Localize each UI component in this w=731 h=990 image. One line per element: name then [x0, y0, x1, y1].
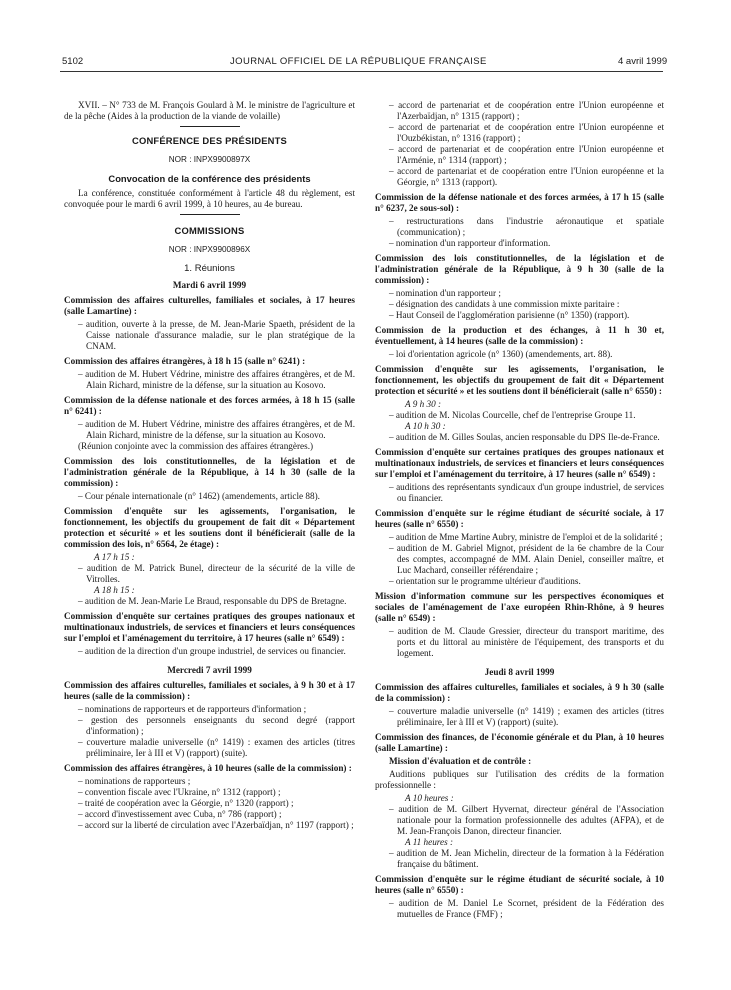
entry-heading: Commission des affaires culturelles, familiales et sociales, à 9 h 30 (salle de la commission) :	[375, 682, 664, 703]
agenda-item: – accord sur la liberté de circulation avec l'Azerbaïdjan, n° 1197 (rapport) ;	[78, 820, 354, 830]
agenda-item: – accord d'investissement avec Cuba, n° 786 (rapport) ;	[78, 809, 282, 819]
entry-heading: Commission des finances, de l'économie générale et du Plan, à 10 heures (salle Lamartine) :	[375, 732, 664, 753]
agenda-item: – auditions des représentants syndicaux d'un groupe industriel, de services ou financier.	[389, 482, 664, 503]
agenda-entry	[64, 506, 355, 607]
entry-heading: Commission de la défense nationale et des forces armées, à 17 h 15 (salle n° 6237, 2e sous-sol) :	[375, 192, 664, 213]
agenda-item: – nomination d'un rapporteur d'information.	[389, 238, 551, 248]
agenda-item: – audition de M. Jean-Marie Le Braud, responsable du DPS de Bretagne.	[78, 596, 347, 606]
agenda-entry	[375, 325, 664, 360]
time-slot: A 17 h 15 :	[94, 552, 135, 562]
entry-heading: Commission d'enquête sur certaines pratiques des groupes nationaux et multinationaux industriels, de services et financiers et leurs conséquences sur l'emploi et l'aménagement du territoire, à 17 heures (salle n° 6549) :	[375, 447, 664, 479]
entry-heading: Commission de la défense nationale et des forces armées, à 18 h 15 (salle n° 6241) :	[64, 395, 355, 416]
separator	[180, 126, 240, 127]
time-slot: A 18 h 15 :	[94, 585, 135, 595]
entry-heading: Commission de la production et des échanges, à 11 h 30 et, éventuellement, à 14 heures (salle de la commission) :	[375, 325, 664, 346]
agenda-entry	[64, 680, 355, 759]
agenda-item: – couverture maladie universelle (n° 1419) : examen des articles (titres préliminaire, Ier à III et V) (rapport) (suite).	[78, 737, 355, 758]
right-column	[375, 100, 664, 924]
entry-heading: Commission d'enquête sur le régime étudiant de sécurité sociale, à 10 heures (salle n° 6550) :	[375, 874, 664, 895]
agenda-item: – audition de M. Gilles Soulas, ancien responsable du DPS Ile-de-France.	[389, 432, 660, 442]
agenda-item: – audition de M. Daniel Le Scornet, président de la Fédération des mutuelles de France (FMF) ;	[389, 898, 664, 919]
agenda-item: – accord de partenariat et de coopération entre l'Union européenne et l'Azerbaïdjan, n° 1315 (rapport) ;	[389, 100, 664, 121]
entry-heading: Commission d'enquête sur les agissements, l'organisation, le fonctionnement, les objectifs du groupement de fait dit « Département protection et sécurité » et les soutiens dont il bénéficierait (salle de la commission des lois, n° 6564, 2e étage) :	[64, 506, 355, 549]
agenda-item: – accord de partenariat et de coopération entre l'Union européenne et l'Ouzbékistan, n° 1316 (rapport) ;	[389, 122, 664, 143]
time-slot: A 10 h 30 :	[405, 421, 446, 431]
conference-title: CONFÉRENCE DES PRÉSIDENTS	[131, 135, 288, 146]
agenda-entry	[64, 356, 355, 391]
page-number: 5102	[62, 56, 84, 67]
agenda-item: – audition de M. Nicolas Courcelle, chef de l'entreprise Groupe 11.	[389, 410, 636, 420]
agenda-entry	[375, 253, 664, 321]
time-slot: A 11 heures :	[405, 837, 454, 847]
agenda-entry	[375, 682, 664, 728]
agenda-entry	[375, 874, 664, 920]
day-heading: Mercredi 7 avril 1999	[167, 665, 252, 675]
agenda-item: – nomination d'un rapporteur ;	[389, 288, 501, 298]
commissions-nor: NOR : INPX9900896X	[168, 245, 251, 254]
agenda-item: – couverture maladie universelle (n° 1419) ; examen des articles (titres préliminaire, Ier à III et V) (rapport) (suite).	[389, 706, 664, 727]
agenda-item: – audition de M. Gilbert Hyvernat, directeur général de l'Association nationale pour la formation professionnelle des adultes (AFPA), et de M. Jean-François Danon, directeur financier.	[389, 804, 664, 836]
agenda-item: – convention fiscale avec l'Ukraine, n° 1312 (rapport) ;	[78, 787, 281, 797]
agenda-item: – nominations de rapporteurs ;	[78, 776, 191, 786]
day-heading: Jeudi 8 avril 1999	[484, 667, 555, 677]
agenda-entry	[64, 763, 355, 831]
entry-heading: Commission d'enquête sur les agissements, l'organisation, le fonctionnement, les objectifs du groupement de fait dit « Département protection et sécurité » et les soutiens dont il bénéficierait (salle n° 6550) :	[375, 364, 664, 396]
question-xvii: XVII. – N° 733 de M. François Goulard à M. le ministre de l'agriculture et de la pêche (Aides à la production de la viande de volaille)	[64, 100, 355, 121]
agenda-item: – désignation des candidats à une commission mixte paritaire :	[389, 299, 620, 309]
journal-title: JOURNAL OFFICIEL DE LA RÉPUBLIQUE FRANÇAISE	[230, 56, 487, 67]
agenda-item: – nominations de rapporteurs et de rapporteurs d'information ;	[78, 704, 307, 714]
agenda-entry	[64, 611, 355, 657]
time-slot: A 10 heures :	[405, 793, 454, 803]
agenda-entry	[375, 100, 664, 188]
mission-text: Auditions publiques sur l'utilisation des crédits de la formation professionnelle :	[375, 769, 664, 790]
agenda-item: – orientation sur le programme ultérieur d'auditions.	[389, 576, 581, 586]
agenda-item: – audition de la direction d'un groupe industriel, de services ou financier.	[78, 646, 346, 656]
convocation-title: Convocation de la conférence des présidents	[108, 173, 311, 184]
left-column	[64, 100, 355, 835]
entry-heading: Commission d'enquête sur le régime étudiant de sécurité sociale, à 17 heures (salle n° 6550) :	[375, 508, 664, 529]
mission-subheading: Mission d'évaluation et de contrôle :	[389, 756, 532, 766]
agenda-entry	[64, 295, 355, 352]
agenda-entry	[375, 508, 664, 587]
header-rule	[60, 71, 663, 72]
entry-heading: Commission d'enquête sur certaines pratiques des groupes nationaux et multinationaux industriels, de services et financiers et leurs conséquences sur l'emploi et l'aménagement du territoire, à 17 heures (salle n° 6549) :	[64, 611, 355, 643]
agenda-entry	[64, 456, 355, 502]
agenda-item: – audition de Mme Martine Aubry, ministre de l'emploi et de la solidarité ;	[389, 532, 663, 542]
agenda-entry	[375, 732, 664, 870]
agenda-item: – audition, ouverte à la presse, de M. Jean-Marie Spaeth, président de la Caisse nationale d'assurance maladie, sur le plan stratégique de la CNAM.	[78, 319, 355, 351]
agenda-item: – accord de partenariat et de coopération entre l'Union européenne et la Géorgie, n° 1313 (rapport).	[389, 166, 664, 187]
agenda-entry	[375, 192, 664, 249]
agenda-item: – audition de M. Patrick Bunel, directeur de la sécurité de la ville de Vitrolles.	[78, 563, 355, 584]
entry-heading: Commission des lois constitutionnelles, de la législation et de l'administration générale de la République, à 9 h 30 (salle de la commission) :	[375, 253, 664, 285]
entry-note: (Réunion conjointe avec la commission des affaires étrangères.)	[78, 441, 314, 451]
agenda-entry	[375, 364, 664, 443]
entry-heading: Commission des affaires étrangères, à 10 heures (salle de la commission) :	[64, 763, 352, 773]
agenda-entry	[375, 447, 664, 504]
agenda-entry	[375, 591, 664, 659]
convocation-text: La conférence, constituée conformément à l'article 48 du règlement, est convoquée pour le mardi 6 avril 1999, à 10 heures, au 4e bureau.	[64, 188, 355, 209]
entry-heading: Mission d'information commune sur les perspectives économiques et sociales de l'aménagement de l'axe européen Rhin-Rhône, à 9 heures (salle n° 6549) :	[375, 591, 664, 623]
agenda-item: – loi d'orientation agricole (n° 1360) (amendements, art. 88).	[389, 349, 613, 359]
commissions-title: COMMISSIONS	[174, 225, 245, 236]
agenda-item: – audition de M. Gabriel Mignot, président de la 6e chambre de la Cour des comptes, accompagné de MM. Alain Deniel, conseiller maître, et Luc Machard, conseiller référendaire ;	[389, 543, 664, 575]
time-slot: A 9 h 30 :	[405, 399, 442, 409]
page-header	[0, 0, 731, 70]
agenda-item: – restructurations dans l'industrie aéronautique et spatiale (communication) ;	[389, 216, 664, 237]
reunions-heading: 1. Réunions	[184, 263, 235, 274]
entry-heading: Commission des affaires étrangères, à 18 h 15 (salle n° 6241) :	[64, 356, 306, 366]
issue-date: 4 avril 1999	[618, 56, 668, 67]
agenda-item: – audition de M. Jean Michelin, directeur de la formation à la Fédération française du bâtiment.	[389, 848, 664, 869]
agenda-item: – accord de partenariat et de coopération entre l'Union européenne et l'Arménie, n° 1314 (rapport) ;	[389, 144, 664, 165]
separator	[180, 214, 240, 215]
agenda-item: – audition de M. Hubert Védrine, ministre des affaires étrangères, et de M. Alain Richard, ministre de la défense, sur la situation au Kosovo.	[78, 369, 355, 390]
conference-nor: NOR : INPX9900897X	[168, 155, 251, 164]
agenda-item: – audition de M. Claude Gressier, directeur du transport maritime, des ports et du littoral au ministère de l'équipement, des transports et du logement.	[389, 626, 664, 658]
agenda-entry	[64, 395, 355, 452]
entry-heading: Commission des affaires culturelles, familiales et sociales, à 17 heures (salle Lamartine) :	[64, 295, 355, 316]
entry-heading: Commission des affaires culturelles, familiales et sociales, à 9 h 30 et à 17 heures (salle de la commission) :	[64, 680, 355, 701]
agenda-item: – audition de M. Hubert Védrine, ministre des affaires étrangères, et de M. Alain Richard, ministre de la défense, sur la situation au Kosovo.	[78, 419, 355, 440]
agenda-item: – traité de coopération avec la Géorgie, n° 1320 (rapport) ;	[78, 798, 294, 808]
day-heading: Mardi 6 avril 1999	[172, 280, 247, 290]
entry-heading: Commission des lois constitutionnelles, de la législation et de l'administration générale de la République, à 14 h 30 (salle de la commission) :	[64, 456, 355, 488]
agenda-item: – gestion des personnels enseignants du second degré (rapport d'information) ;	[78, 715, 355, 736]
agenda-item: – Cour pénale internationale (n° 1462) (amendements, article 88).	[78, 491, 320, 501]
agenda-item: – Haut Conseil de l'agglomération parisienne (n° 1350) (rapport).	[389, 310, 630, 320]
